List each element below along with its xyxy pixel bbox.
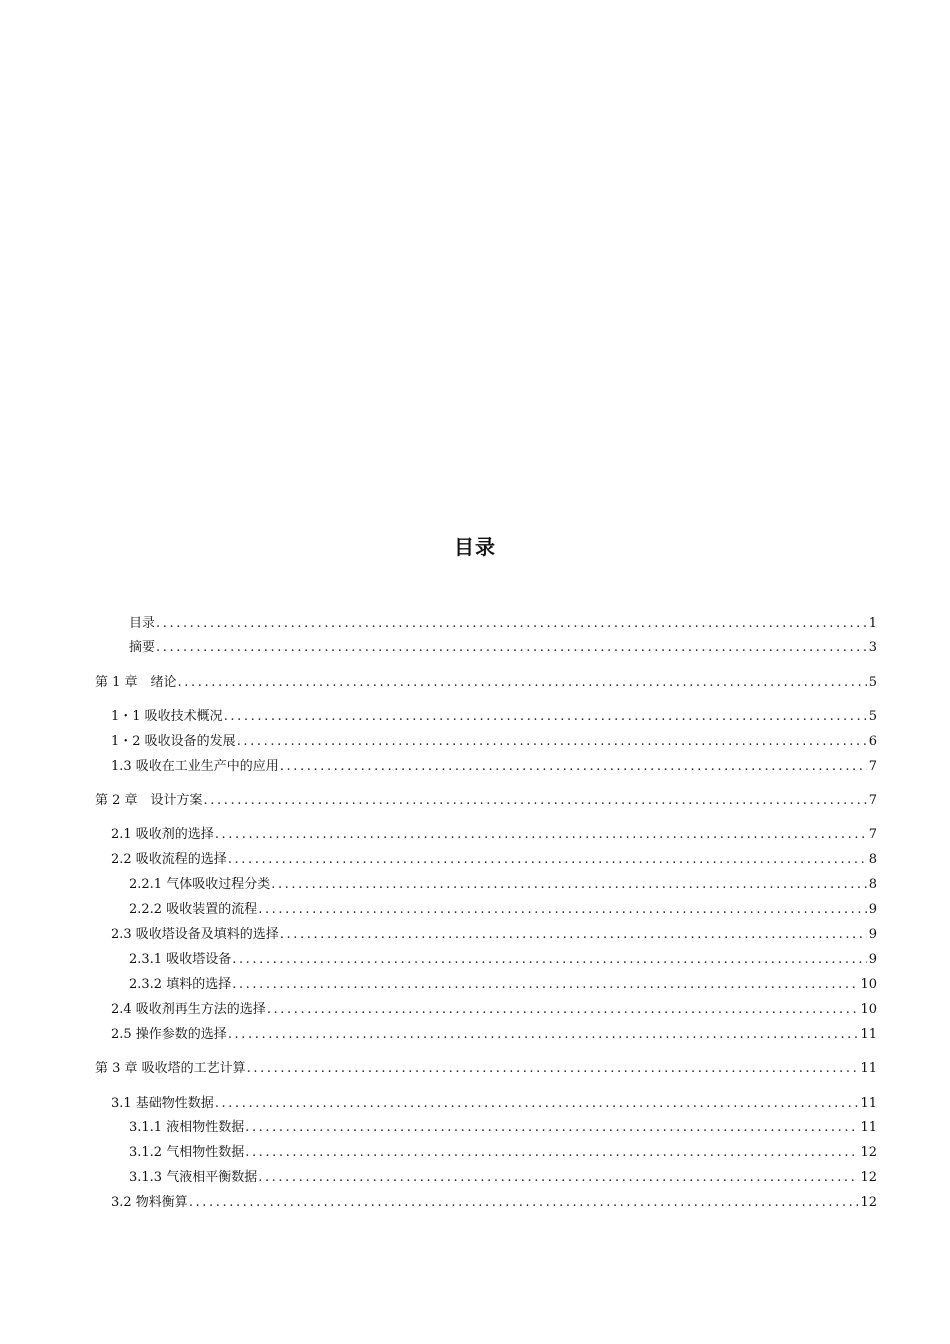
toc-entry-page: 10 (860, 1002, 877, 1017)
toc-dot-leader (189, 1193, 859, 1213)
toc-entry-page: 12 (860, 1170, 877, 1185)
toc-entry[interactable] (111, 707, 877, 727)
toc-dot-leader (280, 925, 867, 945)
toc-entry-page: 1 (868, 616, 877, 631)
toc-entry[interactable] (129, 900, 877, 920)
toc-entry-label: 2.3 吸收塔设备及填料的选择 (111, 927, 279, 942)
toc-entry-page: 11 (860, 1120, 877, 1135)
toc-entry[interactable] (95, 1059, 877, 1079)
toc-entry[interactable] (129, 875, 877, 895)
toc-entry-label: 3.1.3 气液相平衡数据 (129, 1170, 258, 1185)
toc-entry[interactable] (111, 850, 877, 870)
toc-entry-label: 3.1 基础物性数据 (111, 1096, 214, 1111)
toc-entry-page: 9 (868, 927, 877, 942)
toc-entry-label: 第 1 章 绪论 (95, 675, 177, 690)
toc-dot-leader (237, 732, 867, 752)
toc-entry-page: 6 (868, 734, 877, 749)
toc-dot-leader (280, 757, 867, 777)
toc-entry[interactable] (111, 1025, 877, 1045)
toc-dot-leader (258, 900, 867, 920)
toc-entry-label: 2.2 吸收流程的选择 (111, 852, 227, 867)
toc-entry[interactable] (95, 791, 877, 811)
toc-entry-page: 10 (860, 977, 877, 992)
toc-entry[interactable] (129, 1118, 877, 1138)
toc-entry-page: 3 (868, 640, 877, 655)
toc-dot-leader (204, 791, 867, 811)
toc-entry[interactable] (111, 925, 877, 945)
toc-entry[interactable] (111, 1193, 877, 1213)
toc-dot-leader (245, 1143, 858, 1163)
toc-entry-page: 11 (860, 1027, 877, 1042)
toc-entry[interactable] (111, 757, 877, 777)
toc-dot-leader (258, 1168, 858, 1188)
toc-dot-leader (228, 1025, 859, 1045)
toc-entry-page: 8 (868, 852, 877, 867)
toc-entry[interactable] (129, 1168, 877, 1188)
toc-entry-label: 2.2.1 气体吸收过程分类 (129, 877, 271, 892)
toc-dot-leader (156, 614, 867, 634)
toc-entry-label: 2.3.2 填料的选择 (129, 977, 232, 992)
toc-entry-label: 目录 (129, 616, 156, 631)
toc-dot-leader (245, 1118, 858, 1138)
toc-entry-page: 12 (860, 1145, 877, 1160)
toc-entry-label: 1・2 吸收设备的发展 (111, 734, 236, 749)
toc-entry-page: 8 (868, 877, 877, 892)
toc-entry[interactable] (111, 1000, 877, 1020)
toc-entry-page: 7 (868, 759, 877, 774)
toc-dot-leader (267, 1000, 859, 1020)
toc-entry[interactable] (95, 673, 877, 693)
toc-entry[interactable] (129, 1143, 877, 1163)
toc-entry-label: 摘要 (129, 640, 156, 655)
toc-entry-page: 11 (860, 1096, 877, 1111)
toc-entry-page: 5 (868, 675, 877, 690)
toc-entry-label: 2.4 吸收剂再生方法的选择 (111, 1002, 266, 1017)
toc-entry-page: 9 (868, 952, 877, 967)
toc-entry-page: 7 (868, 793, 877, 808)
toc-entry-label: 3.2 物料衡算 (111, 1195, 188, 1210)
toc-entry-page: 9 (868, 902, 877, 917)
toc-entry-label: 第 2 章 设计方案 (95, 793, 203, 808)
toc-entry-label: 2.1 吸收剂的选择 (111, 827, 214, 842)
toc-entry-page: 7 (868, 827, 877, 842)
toc-dot-leader (178, 673, 867, 693)
toc-entry-page: 11 (860, 1061, 877, 1076)
toc-entry-label: 1・1 吸收技术概况 (111, 709, 223, 724)
toc-entry-label: 2.3.1 吸收塔设备 (129, 952, 232, 967)
toc-dot-leader (224, 707, 867, 727)
toc-entry[interactable] (111, 1094, 877, 1114)
toc-entry-label: 1.3 吸收在工业生产中的应用 (111, 759, 279, 774)
toc-dot-leader (232, 950, 867, 970)
toc-entry-page: 5 (868, 709, 877, 724)
toc-entry-label: 3.1.2 气相物性数据 (129, 1145, 245, 1160)
toc-dot-leader (156, 638, 867, 658)
toc-entry[interactable] (111, 732, 877, 752)
toc-entry-label: 第 3 章 吸收塔的工艺计算 (95, 1061, 246, 1076)
toc-dot-leader (215, 1094, 859, 1114)
toc-dot-leader (271, 875, 867, 895)
toc-dot-leader (232, 975, 858, 995)
toc-dot-leader (228, 850, 867, 870)
toc-entry-label: 2.5 操作参数的选择 (111, 1027, 227, 1042)
toc-entry[interactable] (111, 825, 877, 845)
toc-dot-leader (247, 1059, 859, 1079)
toc-entry-label: 3.1.1 液相物性数据 (129, 1120, 245, 1135)
toc-entry[interactable] (129, 614, 877, 634)
toc-title: 目录 (454, 535, 496, 559)
toc-entry[interactable] (129, 950, 877, 970)
toc-entry[interactable] (129, 638, 877, 658)
toc-dot-leader (215, 825, 867, 845)
toc-entry[interactable] (129, 975, 877, 995)
toc-entry-page: 12 (860, 1195, 877, 1210)
toc-entry-label: 2.2.2 吸收装置的流程 (129, 902, 258, 917)
